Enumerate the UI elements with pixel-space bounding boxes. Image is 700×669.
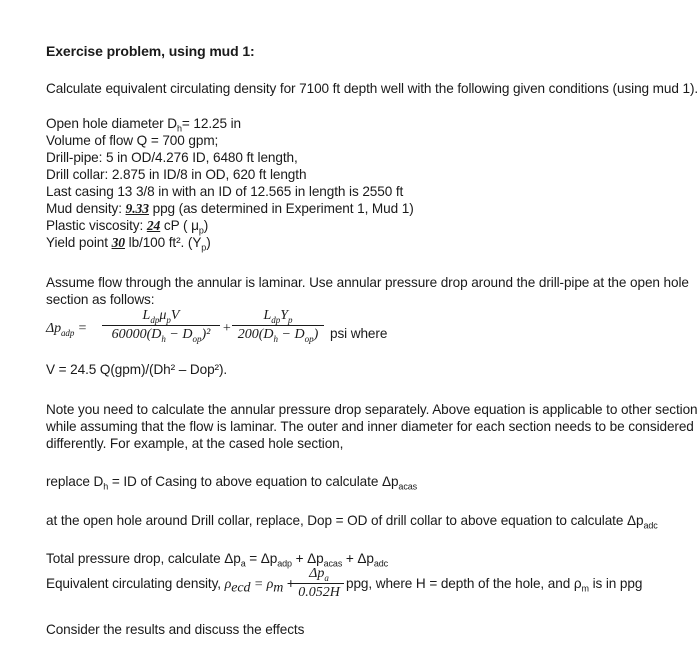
total-pressure-line: Total pressure drop, calculate $\Delta p_a = \Delta p_{adp} + \Delta p_{acas} + \Delta p_{adc}$ [46,551,389,569]
plastic-viscosity-line: Plastic viscosity: 24 cP ( $\mu_p$) [46,218,209,236]
assume-line-1: Assume flow through the annular is laminar. Use annular pressure drop around the drill-pipe at the open hole [46,275,689,290]
handwritten-mud-density: 9.33 [125,201,149,216]
yield-point-line: Yield point 30 lb/100 ft². $(Y_p)$ [46,235,211,253]
equation-plus: + [222,321,232,336]
velocity-formula: V = 24.5 Q(gpm)/(Dh² – Dop²). [46,362,228,377]
open-hole-line: Open hole diameter $D_h= 12.25$ in [46,116,241,134]
replace-casing-line: replace $D_h$ = ID of Casing to above equation to calculate $\Delta p_{acas}$ [46,474,418,492]
page-title: Exercise problem, using mud 1: [46,43,255,59]
mud-density-line: Mud density: 9.33 ppg (as determined in Experiment 1, Mud 1) [46,201,414,216]
note-line-3: differently. For example, at the cased hole section, [46,436,344,451]
equation-term-1: $L_{dp}\mu_pV$ $60000(D_h - D_{op})^2$ [102,308,220,343]
equation-term-2: $L_{dp}Y_p$ $200(D_h - D_{op})$ [232,308,324,343]
flow-line: Volume of flow Q = 700 gpm; [46,133,219,148]
assume-line-2: section as follows: [46,292,155,307]
drill-collar-replace-line: at the open hole around Drill collar, replace, Dop = OD of drill collar to above equation to calculate $\Delta p_{adc}$ [46,513,658,531]
drill-collar-line: Drill collar: 2.875 in ID/8 in OD, 620 ft length [46,167,307,182]
equation-lhs: $\Delta p_{adp}$ = [46,321,87,338]
casing-line: Last casing 13 3/8 in with an ID of 12.565 in length is 2550 ft [46,184,404,199]
intro-paragraph: Calculate equivalent circulating density for 7100 ft depth well with the following given conditions (using mud 1). [46,81,699,96]
ecd-label: Equivalent circulating density, [46,576,225,591]
document-page: Exercise problem, using mud 1: Calculate equivalent circulating density for 7100 ft depth well with the following given conditions (using mud 1). Open hole diameter $D_h= 12.25$ in Volume of flow Q = 700 gpm; Drill-pipe: 5 in OD/4.276 ID, 6480 ft length, Drill collar: 2.875 in ID/8 in OD, 620 ft length Last casing 13 3/8 in with an ID of 12.565 in length is 2550 ft Mud density: 9.33 ppg (as determined in Experiment 1, Mud 1) Plastic viscosity: 24 cP ( $\mu_p$) Yield point 30 lb/100 ft². $(Y_p)$ Assume flow through the annular is laminar. Use annular pressure drop around the drill-pipe at the open hole section as follows: $\Delta p_{adp}$ = $L_{dp}\mu_pV$ $60000(D_h - D_{op})^2$ + $L_{dp}Y_p$ $200(D_h - D_{op})$ psi where V = 24.5 Q(gpm)/(Dh² – Dop²). Note you need to calculate the annular pressure drop separately. Above equation is applicable to other section while assuming that the flow is laminar. The outer and inner diameter for each section needs to be considered differently. For example, at the cased hole section, replace $D_h$ = ID of Casing to above equation to calculate $\Delta p_{acas}$ at the open hole around Drill collar, replace, Dop = OD of drill collar to above equation to calculate $\Delta p_{adc}$ Total pressure drop, calculate $\Delta p_a = \Delta p_{adp} + \Delta p_{acas} + \Delta p_{adc}$ Equivalent circulating density, $\rho_{ecd} = \rho_m$ + $\Delta p_a$ 0.052H ppg, where H = depth of the hole, and $\rho_m$ is in ppg Consider the results and discuss the effects [46,43,699,637]
handwritten-yield-point: 30 [111,235,125,250]
note-line-1: Note you need to calculate the annular pressure drop separately. Above equation is applicable to other section [46,402,698,417]
note-line-2: while assuming that the flow is laminar. The outer and inner diameter for each section needs to be considered [46,419,694,434]
ecd-units: ppg, where H = depth of the hole, and $\rho_m$ is in ppg [346,576,643,594]
equation-units: psi where [330,326,388,341]
drill-pipe-line: Drill-pipe: 5 in OD/4.276 ID, 6480 ft length, [46,150,298,165]
consider-line: Consider the results and discuss the effects [46,622,305,637]
handwritten-plastic-viscosity: 24 [146,218,161,233]
ecd-fraction: $\Delta p_a$ 0.052H [294,566,344,601]
